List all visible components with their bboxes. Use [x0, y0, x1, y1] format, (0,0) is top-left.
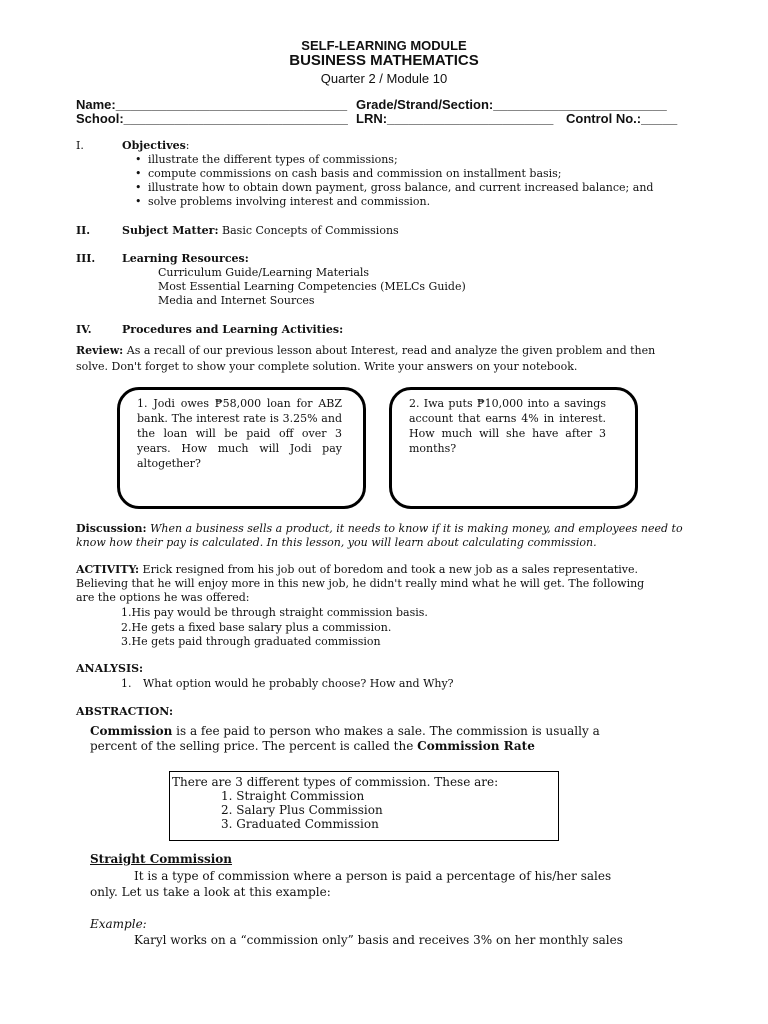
resource-item: Curriculum Guide/Learning Materials: [158, 266, 370, 279]
review-line-1: [76, 344, 655, 358]
discussion-line-1: [76, 522, 683, 536]
activity-label: ACTIVITY:: [76, 563, 140, 576]
analysis-num: 1.: [121, 677, 132, 690]
objective-item: • illustrate the different types of commissions;: [148, 153, 653, 167]
school-field: School:_______________________________: [76, 111, 348, 126]
analysis-question: What option would he probably choose? How and Why?: [143, 677, 454, 690]
review-text-1: As a recall of our previous lesson about Interest, read and analyze the given problem and then: [123, 344, 656, 357]
resource-item: Media and Internet Sources: [158, 294, 315, 307]
objective-item: • solve problems involving interest and commission.: [148, 195, 653, 209]
straight-line-1: It is a type of commission where a person is paid a percentage of his/her sales: [134, 869, 612, 883]
activity-line-1: [76, 563, 638, 577]
objective-item: • illustrate how to obtain down payment, gross balance, and current increased balance; and: [148, 181, 653, 195]
subject-matter-num: II.: [76, 224, 91, 237]
subject-matter-text: Basic Concepts of Commissions: [218, 224, 399, 237]
commission-def-2: [90, 739, 535, 753]
straight-commission-title: Straight Commission: [90, 852, 233, 866]
quarter-label: Quarter 2 / Module 10: [320, 71, 448, 86]
subject-title: BUSINESS MATHEMATICS: [289, 52, 479, 69]
procedures-title: Procedures and Learning Activities:: [122, 323, 344, 336]
name-field: Name:________________________________: [76, 97, 348, 112]
activity-option: 2.He gets a fixed base salary plus a commission.: [121, 621, 392, 634]
activity-line-3: are the options he was offered:: [76, 591, 250, 604]
problem-2-text: 2. Iwa puts ₱10,000 into a savings account that earns 4% in interest. How much will she have after 3 months?: [409, 397, 606, 455]
discussion-label: Discussion:: [76, 522, 147, 535]
activity-line-2: Believing that he will enjoy more in this new job, he didn't really mind what he will get. The following: [76, 577, 645, 590]
control-field: Control No.:_____: [566, 111, 678, 126]
procedures-num: IV.: [76, 323, 92, 336]
problem-1-text: 1. Jodi owes ₱58,000 loan for ABZ bank. The interest rate is 3.25% and the loan will be paid off over 3 years. How much will Jodi pay altogether?: [137, 397, 342, 470]
discussion-line-2: know how their pay is calculated. In this lesson, you will learn about calculating commission.: [76, 536, 597, 549]
resources-num: III.: [76, 252, 96, 265]
objectives-colon: :: [185, 139, 190, 152]
discussion-text-1: When a business sells a product, it needs to know if it is making money, and employees need to: [146, 522, 683, 535]
activity-option: 1.His pay would be through straight commission basis.: [121, 606, 428, 619]
module-label: SELF-LEARNING MODULE: [301, 38, 467, 53]
types-intro: There are 3 different types of commission. These are:: [172, 775, 499, 789]
review-label: Review:: [76, 344, 124, 357]
objectives-num: I.: [76, 139, 84, 152]
objectives-title: Objectives: [122, 139, 186, 152]
resource-item: Most Essential Learning Competencies (MELCs Guide): [158, 280, 466, 293]
activity-text-1: Erick resigned from his job out of boredom and took a new job as a sales representative.: [139, 563, 639, 576]
subject-matter: [122, 224, 399, 238]
abstraction-label: ABSTRACTION:: [76, 705, 174, 718]
commission-def-text-2: percent of the selling price. The percent is called the: [90, 739, 418, 753]
activity-option: 3.He gets paid through graduated commission: [121, 635, 381, 648]
analysis-label: ANALYSIS:: [76, 662, 144, 675]
example-label: Example:: [90, 917, 147, 931]
objective-item: • compute commissions on cash basis and commission on installment basis;: [148, 167, 653, 181]
lrn-field: LRN:_______________________: [356, 111, 554, 126]
commission-def-1: [90, 724, 600, 738]
types-item: 1. Straight Commission: [221, 789, 365, 803]
commission-rate-term: Commission Rate: [417, 739, 535, 753]
review-line-2: solve. Don't forget to show your complete solution. Write your answers on your notebook.: [76, 360, 578, 373]
subject-matter-label: Subject Matter:: [122, 224, 219, 237]
straight-line-2: only. Let us take a look at this example:: [90, 885, 331, 899]
resources-title: Learning Resources:: [122, 252, 249, 265]
types-item: 3. Graduated Commission: [221, 817, 379, 831]
objectives-heading: [122, 139, 190, 153]
types-item: 2. Salary Plus Commission: [221, 803, 383, 817]
objectives-list: [130, 153, 653, 209]
commission-term: Commission: [90, 724, 173, 738]
commission-def-text-1: is a fee paid to person who makes a sale. The commission is usually a: [172, 724, 600, 738]
example-text: Karyl works on a “commission only” basis and receives 3% on her monthly sales: [134, 933, 623, 947]
grade-field: Grade/Strand/Section:________________________: [356, 97, 667, 112]
